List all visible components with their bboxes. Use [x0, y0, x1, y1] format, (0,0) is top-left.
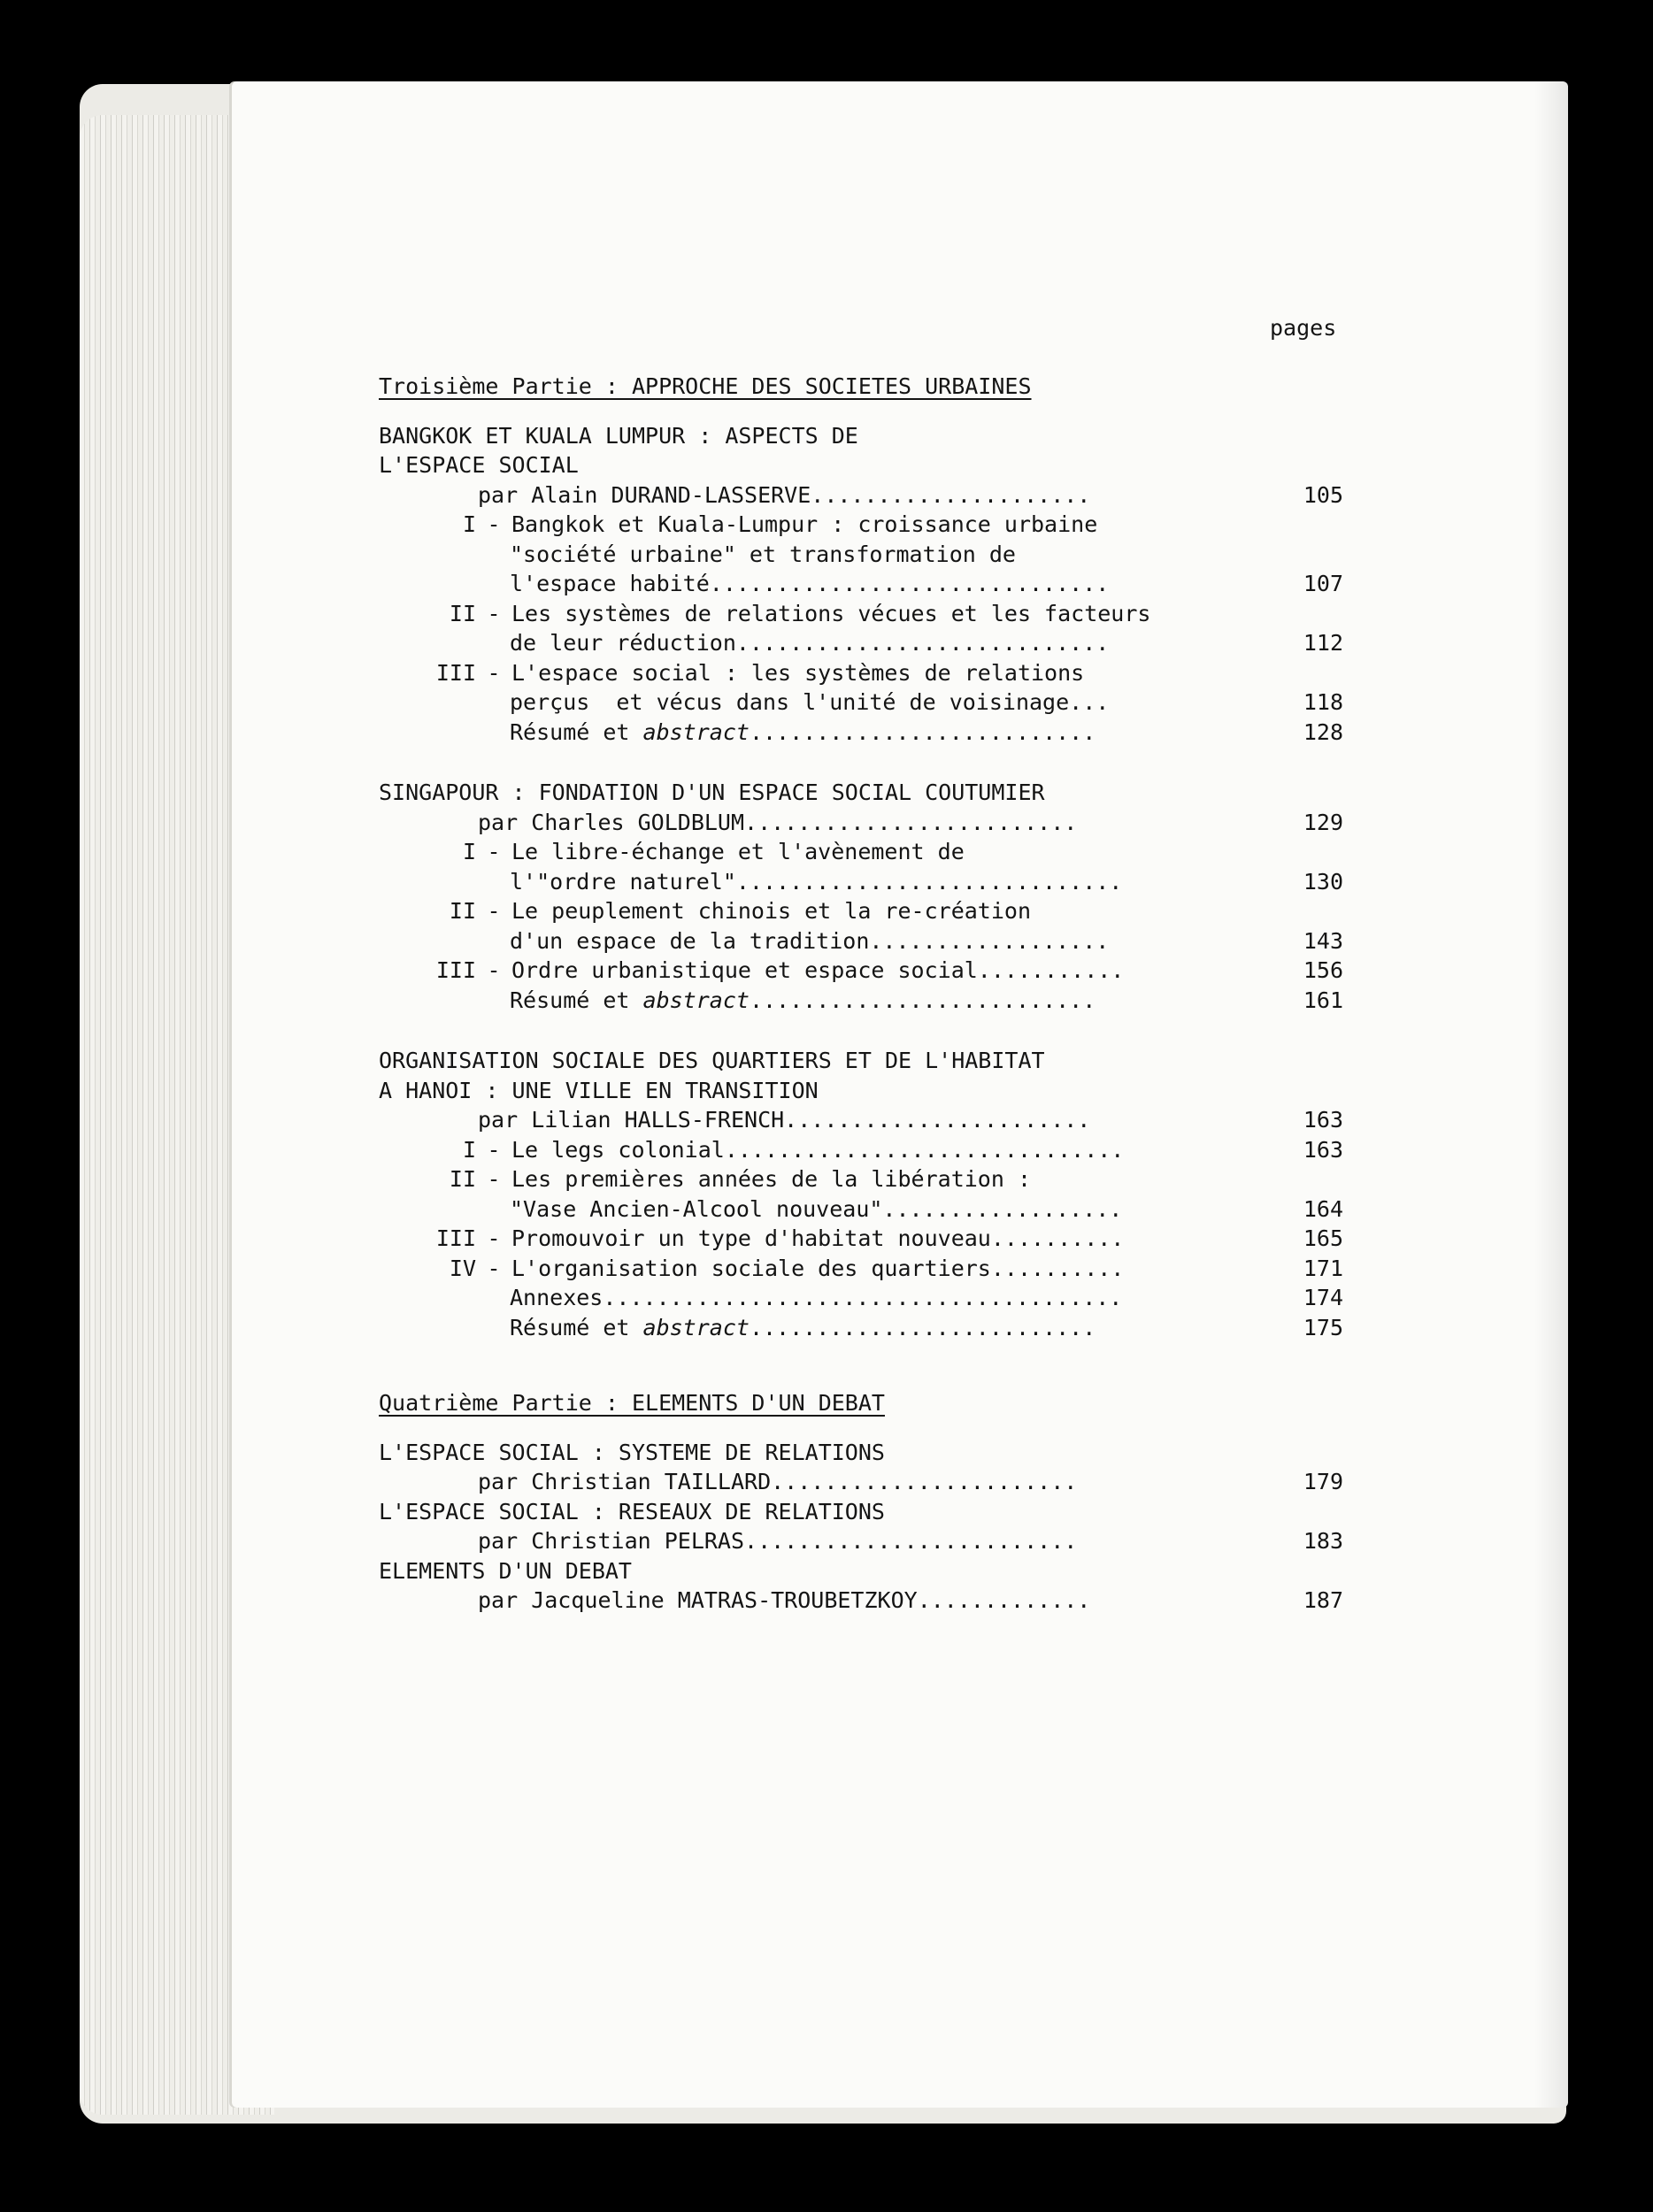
- art3-section-2: II - Les premières années de la libération :: [449, 1166, 1031, 1192]
- pages-column-label: pages: [1270, 315, 1337, 341]
- page-number: 118: [1303, 689, 1343, 715]
- art3-section-4: IV - L'organisation sociale des quartiers.......... 171: [379, 1254, 1361, 1284]
- art3-section-3: III - Promouvoir un type d'habitat nouveau.......... 165: [379, 1224, 1361, 1254]
- part4-article2-title: L'ESPACE SOCIAL : RESEAUX DE RELATIONS: [379, 1498, 885, 1525]
- page-number: 174: [1303, 1285, 1343, 1310]
- art3-section-2-line2: "Vase Ancien-Alcool nouveau".................. 164: [379, 1194, 1361, 1225]
- art1-section-3-line2: perçus et vécus dans l'unité de voisinage... 118: [379, 687, 1361, 718]
- page-number: 165: [1303, 1225, 1343, 1251]
- page-number: 143: [1303, 927, 1343, 954]
- art3-title-line2: A HANOI : UNE VILLE EN TRANSITION: [379, 1077, 819, 1103]
- art1-author: par Alain DURAND-LASSERVE..................... 105: [379, 480, 1361, 511]
- page-number: 107: [1303, 571, 1343, 596]
- part4-article2-author: par Christian PELRAS......................... 183: [379, 1526, 1361, 1556]
- art2-author: par Charles GOLDBLUM......................... 129: [379, 808, 1361, 838]
- part4-article1-author: par Christian TAILLARD....................... 179: [379, 1467, 1361, 1497]
- page-number: 175: [1303, 1314, 1343, 1340]
- table-of-contents: [379, 310, 1361, 1616]
- page-number: 130: [1303, 868, 1343, 895]
- art3-resume: Résumé et abstract .......................... 175: [379, 1313, 1361, 1343]
- page-number: 112: [1303, 630, 1343, 656]
- art1-section-1-line3: l'espace habité.............................. 107: [379, 569, 1361, 599]
- page-number: 187: [1303, 1587, 1343, 1613]
- art1-section-1-line2: "société urbaine" et transformation de: [510, 541, 1016, 567]
- page-number: 179: [1303, 1469, 1343, 1494]
- part4-article3-title: ELEMENTS D'UN DEBAT: [379, 1557, 632, 1584]
- art2-title: SINGAPOUR : FONDATION D'UN ESPACE SOCIAL COUTUMIER: [379, 780, 1045, 805]
- page-number: 129: [1303, 809, 1343, 835]
- page-number: 161: [1303, 987, 1343, 1013]
- art1-resume: Résumé et abstract .......................... 128: [379, 718, 1361, 748]
- art3-annexes: Annexes....................................... 174: [379, 1283, 1361, 1313]
- art2-section-2: II - Le peuplement chinois et la re-création: [449, 898, 1031, 924]
- art3-author: par Lilian HALLS-FRENCH....................... 163: [379, 1105, 1361, 1135]
- art2-section-1-line2: l'"ordre naturel"............................. 130: [379, 867, 1361, 897]
- page-number: 156: [1303, 957, 1343, 983]
- art1-section-2: II - Les systèmes de relations vécues et les facteurs: [449, 600, 1151, 626]
- page-number: 171: [1303, 1255, 1343, 1281]
- page-number: 163: [1303, 1136, 1343, 1163]
- part4-article3-author: par Jacqueline MATRAS-TROUBETZKOY............. 187: [379, 1586, 1361, 1616]
- page-number: 163: [1303, 1107, 1343, 1133]
- part4-article1-title: L'ESPACE SOCIAL : SYSTEME DE RELATIONS: [379, 1439, 885, 1465]
- part3-title: Troisième Partie : APPROCHE DES SOCIETES URBAINES: [379, 373, 1032, 399]
- art3-section-1: I - Le legs colonial.............................. 163: [379, 1135, 1361, 1165]
- art1-section-1: I - Bangkok et Kuala-Lumpur : croissance urbaine: [462, 511, 1098, 537]
- part4-title: Quatrième Partie : ELEMENTS D'UN DEBAT: [379, 1390, 885, 1416]
- art2-resume: Résumé et abstract .......................... 161: [379, 986, 1361, 1016]
- art1-section-2-line2: de leur réduction............................ 112: [379, 628, 1361, 658]
- art2-section-3: III - Ordre urbanistique et espace social........... 156: [379, 956, 1361, 986]
- page-number: 164: [1303, 1195, 1343, 1222]
- art1-title-line2: L'ESPACE SOCIAL: [379, 452, 579, 478]
- page-number: 128: [1303, 718, 1343, 745]
- page-number: 183: [1303, 1528, 1343, 1554]
- art2-section-1: I - Le libre-échange et l'avènement de: [462, 839, 965, 864]
- art1-title-line1: BANGKOK ET KUALA LUMPUR : ASPECTS DE: [379, 422, 858, 449]
- art2-section-2-line2: d'un espace de la tradition.................. 143: [379, 926, 1361, 956]
- art3-title-line1: ORGANISATION SOCIALE DES QUARTIERS ET DE L'HABITAT: [379, 1048, 1045, 1073]
- art1-section-3: III - L'espace social : les systèmes de relations: [435, 659, 1085, 686]
- page-number: 105: [1303, 481, 1343, 508]
